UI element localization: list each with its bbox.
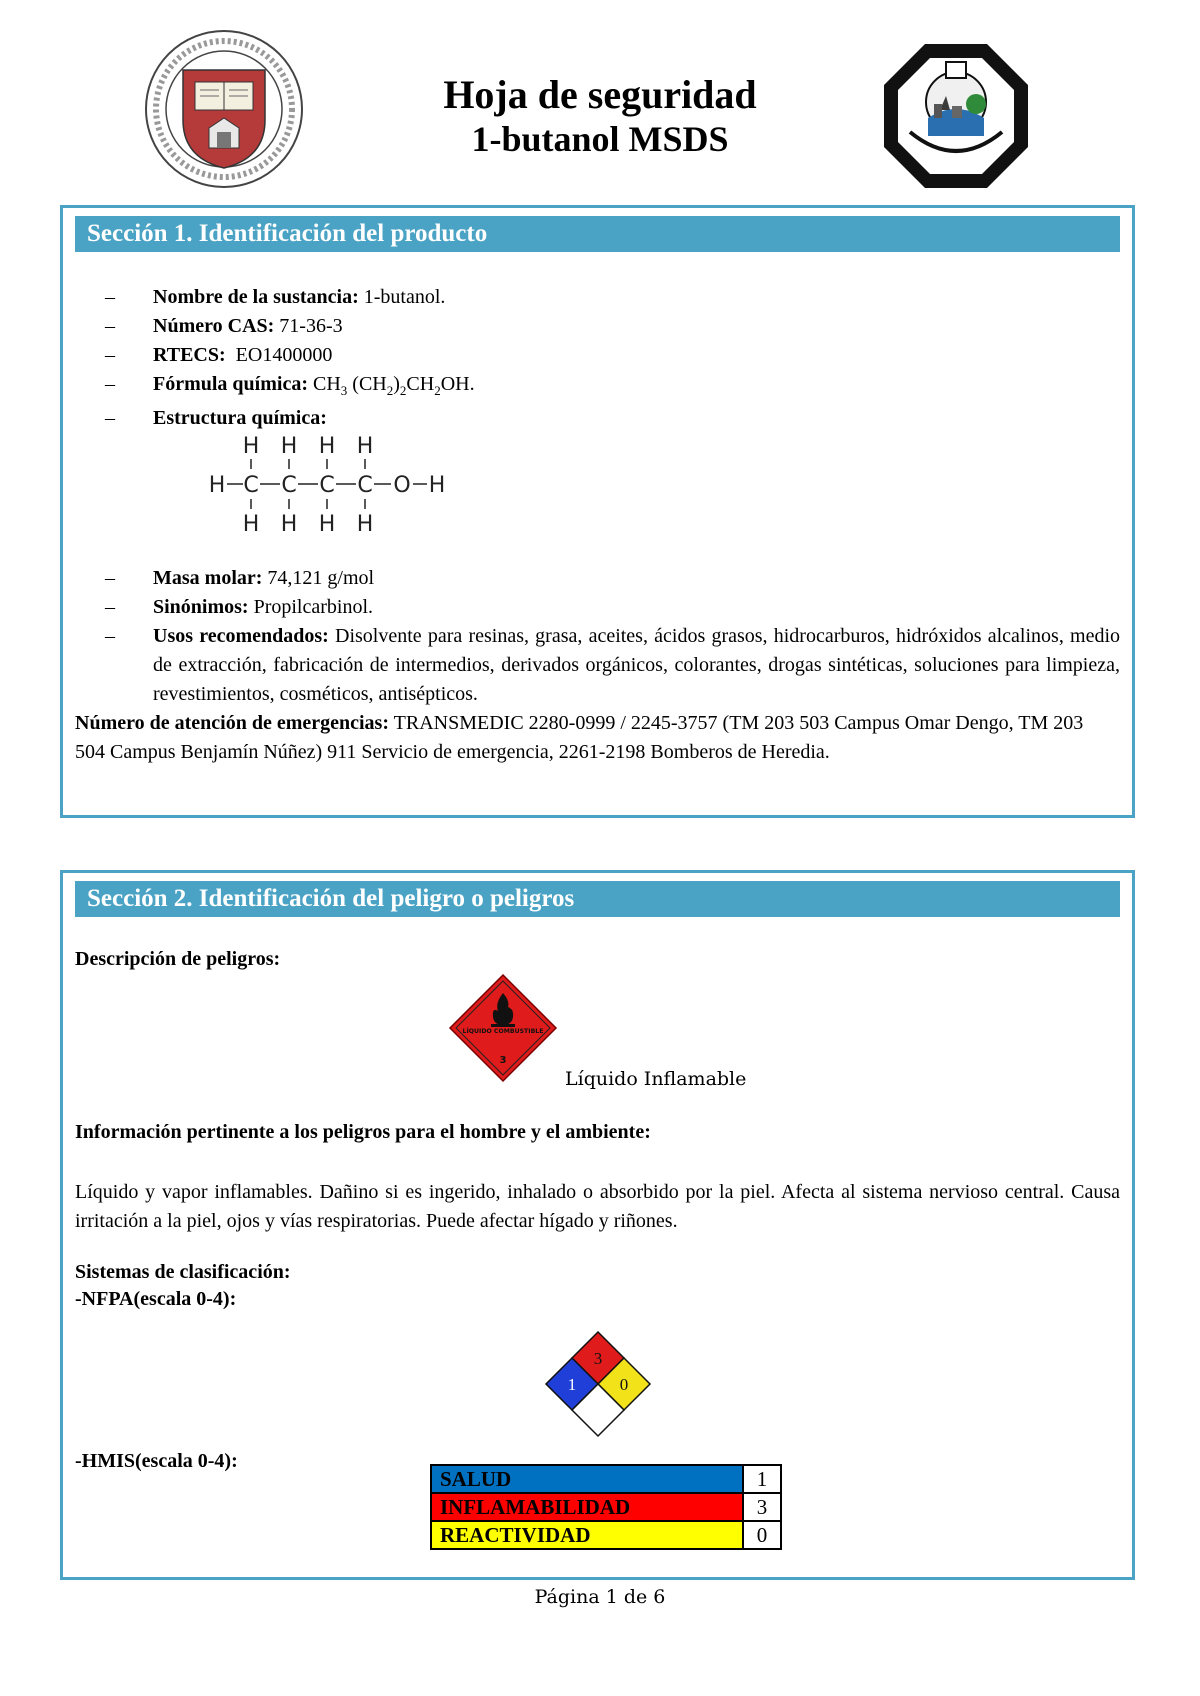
nfpa-heading: -NFPA(escala 0-4):	[75, 1288, 237, 1310]
section-1-title: Sección 1. Identificación del producto	[75, 216, 1120, 252]
hmis-table	[430, 1464, 782, 1550]
hmis-health-value: 1	[743, 1465, 781, 1493]
structure-h-top: H	[242, 434, 260, 459]
document-title: Hoja de seguridad	[443, 72, 757, 117]
list-dash: –	[105, 373, 115, 395]
structure-h-bottom: H	[318, 512, 336, 537]
item-cas-number	[75, 312, 1120, 341]
structure-oxygen: O	[393, 473, 411, 498]
structure-h-bottom: H	[280, 512, 298, 537]
list-dash: –	[105, 567, 115, 589]
school-chemistry-logo	[880, 40, 1032, 192]
list-dash: –	[105, 315, 115, 337]
pertinent-info-text: Líquido y vapor inflamables. Dañino si es ingerido, inhalado o absorbido por la piel. Afecta al sistema nervioso central. Causa irritación a la piel, ojos y vías respiratorias. Puede afectar hígado y riñones.	[75, 1181, 1120, 1232]
item-chemical-formula	[75, 370, 1120, 405]
document-subtitle: 1-butanol MSDS	[471, 119, 729, 159]
emergency-value: TRANSMEDIC 2280-0999 / 2245-3757 (TM 203 503 Campus Omar Dengo, TM 203 504 Campus Benjamín Núñez) 911 Servicio de emergencia, 2261-2198 Bomberos de Heredia.	[75, 712, 1084, 763]
hmis-flammability-value: 3	[743, 1493, 781, 1521]
uses-label: Usos recomendados:	[153, 625, 329, 647]
item-recommended-uses	[75, 622, 1120, 709]
list-dash: –	[105, 344, 115, 366]
rtecs-label: RTECS:	[153, 344, 226, 366]
hmis-heading: -HMIS(escala 0-4):	[75, 1450, 238, 1472]
hmis-reactivity-label: REACTIVIDAD	[431, 1521, 743, 1549]
structure-h-top: H	[356, 434, 374, 459]
formula-label: Fórmula química:	[153, 373, 308, 395]
sign-text: LÍQUIDO COMBUSTIBLE	[462, 1028, 544, 1035]
page-number: Página 1 de 6	[534, 1586, 666, 1608]
structure-h-top: H	[318, 434, 336, 459]
structure-carbon: C	[243, 473, 259, 498]
structure-h-left: H	[208, 473, 226, 498]
structure-carbon: C	[319, 473, 335, 498]
substance-name-value: 1-butanol.	[358, 286, 446, 308]
table-row	[431, 1493, 781, 1521]
section-2-box	[60, 870, 1135, 1580]
synonyms-value: Propilcarbinol.	[248, 596, 374, 618]
hmis-reactivity-value: 0	[743, 1521, 781, 1549]
hazard-sign-label: Líquido Inflamable	[565, 1068, 747, 1090]
chemical-structure-diagram	[208, 431, 473, 541]
item-molar-mass	[75, 564, 1120, 593]
structure-h-right: H	[428, 473, 446, 498]
structure-h-bottom: H	[242, 512, 260, 537]
pertinent-info-heading: Información pertinente a los peligros para el hombre y el ambiente:	[75, 1121, 651, 1143]
list-dash: –	[105, 596, 115, 618]
nfpa-flammability-value: 3	[593, 1349, 603, 1368]
list-dash: –	[105, 625, 115, 647]
list-dash: –	[105, 286, 115, 308]
nfpa-health-value: 1	[567, 1375, 577, 1394]
nfpa-diamond	[538, 1328, 658, 1448]
emergency-label: Número de atención de emergencias:	[75, 712, 390, 734]
section-1-box	[60, 205, 1135, 818]
list-dash: –	[105, 407, 115, 429]
item-chemical-structure	[75, 404, 1120, 433]
cas-number-value: 71-36-3	[274, 315, 343, 337]
hmis-health-label: SALUD	[431, 1465, 743, 1493]
item-synonyms	[75, 593, 1120, 622]
classification-heading: Sistemas de clasificación:	[75, 1261, 291, 1283]
molar-mass-label: Masa molar:	[153, 567, 263, 589]
cas-number-label: Número CAS:	[153, 315, 275, 337]
item-rtecs	[75, 341, 1120, 370]
table-row	[431, 1521, 781, 1549]
molar-mass-value: 74,121 g/mol	[262, 567, 375, 589]
section-2-title: Sección 2. Identificación del peligro o peligros	[75, 881, 1120, 917]
sign-class-number: 3	[499, 1055, 507, 1066]
table-row	[431, 1465, 781, 1493]
structure-h-top: H	[280, 434, 298, 459]
structure-h-bottom: H	[356, 512, 374, 537]
structure-carbon: C	[281, 473, 297, 498]
synonyms-label: Sinónimos:	[153, 596, 249, 618]
substance-name-label: Nombre de la sustancia:	[153, 286, 359, 308]
structure-label: Estructura química:	[153, 407, 327, 429]
flammable-liquid-sign	[448, 973, 558, 1083]
rtecs-value: EO1400000	[225, 344, 333, 366]
uses-value: Disolvente para resinas, grasa, aceites, ácidos grasos, hidrocarburos, hidróxidos alcalinos, medio de extracción, fabricación de intermedios, derivados orgánicos, colorantes, drogas sintéticas, soluciones para limpieza, revestimientos, cosméticos, antisépticos.	[153, 625, 1120, 705]
hmis-flammability-label: INFLAMABILIDAD	[431, 1493, 743, 1521]
emergency-contact	[75, 709, 1085, 767]
nfpa-reactivity-value: 0	[619, 1375, 629, 1394]
hazard-description-heading: Descripción de peligros:	[75, 948, 281, 970]
structure-carbon: C	[357, 473, 373, 498]
item-substance-name	[75, 283, 1120, 312]
formula-value: $CH_3$ $(CH_2)_2CH_2OH$.	[308, 373, 475, 398]
